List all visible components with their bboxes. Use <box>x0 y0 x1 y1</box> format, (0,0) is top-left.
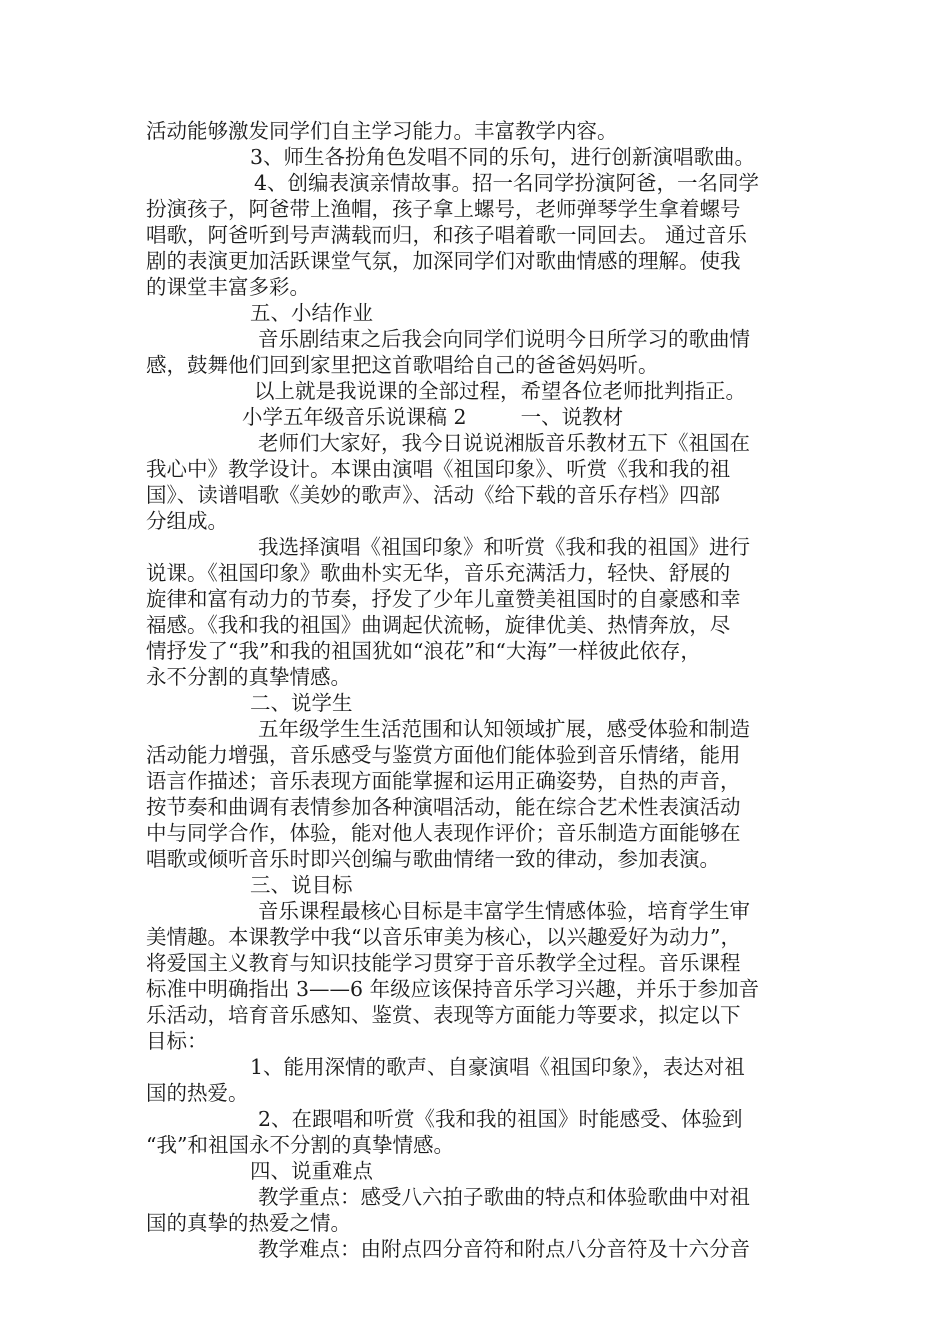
text-line: 教学重点：感受八六拍子歌曲的特点和体验歌曲中对祖 <box>258 1185 750 1209</box>
section-heading: 三、说目标 <box>250 873 353 897</box>
section-heading: 二、说学生 <box>250 691 353 715</box>
text-line: 永不分割的真挚情感。 <box>146 665 351 689</box>
text-line: 的课堂丰富多彩。 <box>146 275 310 299</box>
text-line: 福感。《我和我的祖国》曲调起伏流畅，旋律优美、热情奔放，尽 <box>146 613 731 637</box>
text-line: 国的热爱。 <box>146 1081 249 1105</box>
document-title: 小学五年级音乐说课稿 2 一、说教材 <box>242 405 624 429</box>
text-line: 我心中》教学设计。本课由演唱《祖国印象》、听赏《我和我的祖 <box>146 457 731 481</box>
text-line: 目标： <box>146 1029 208 1053</box>
text-line: 1、能用深情的歌声、自豪演唱《祖国印象》，表达对祖 <box>250 1055 745 1079</box>
text-line: 2、在跟唱和听赏《我和我的祖国》时能感受、体验到 <box>258 1107 743 1131</box>
text-line: 我选择演唱《祖国印象》和听赏《我和我的祖国》进行 <box>258 535 750 559</box>
text-line: 说课。《祖国印象》歌曲朴实无华，音乐充满活力，轻快、舒展的 <box>146 561 731 585</box>
text-line: 扮演孩子，阿爸带上渔帽，孩子拿上螺号，老师弹琴学生拿着螺号 <box>146 197 741 221</box>
text-line: 唱歌或倾听音乐时即兴创编与歌曲情绪一致的律动，参加表演。 <box>146 847 720 871</box>
text-line: 国的真挚的热爱之情。 <box>146 1211 351 1235</box>
text-line: 感，鼓舞他们回到家里把这首歌唱给自己的爸爸妈妈听。 <box>146 353 659 377</box>
text-line: 标准中明确指出 3——6 年级应该保持音乐学习兴趣，并乐于参加音 <box>146 977 760 1001</box>
section-heading: 五、小结作业 <box>250 301 373 325</box>
text-line: 活动能力增强，音乐感受与鉴赏方面他们能体验到音乐情绪，能用 <box>146 743 741 767</box>
text-line: 国》、读谱唱歌《美妙的歌声》、活动《给下载的音乐存档》四部 <box>146 483 720 507</box>
text-line: 音乐课程最核心目标是丰富学生情感体验，培育学生审 <box>258 899 750 923</box>
text-line: 4、创编表演亲情故事。招一名同学扮演阿爸，一名同学 <box>254 171 760 195</box>
document-body <box>146 118 808 1262</box>
text-line: 老师们大家好，我今日说说湘版音乐教材五下《祖国在 <box>258 431 750 455</box>
text-line: 乐活动，培育音乐感知、鉴赏、表现等方面能力等要求，拟定以下 <box>146 1003 741 1027</box>
section-heading: 四、说重难点 <box>250 1159 373 1183</box>
text-line: 教学难点：由附点四分音符和附点八分音符及十六分音 <box>258 1237 750 1261</box>
text-line: “我”和祖国永不分割的真挚情感。 <box>146 1133 454 1157</box>
text-line: 情抒发了“我”和我的祖国犹如“浪花”和“大海”一样彼此依存， <box>146 639 701 663</box>
text-line: 旋律和富有动力的节奏，抒发了少年儿童赞美祖国时的自豪感和幸 <box>146 587 741 611</box>
text-line: 按节奏和曲调有表情参加各种演唱活动，能在综合艺术性表演活动 <box>146 795 741 819</box>
text-line: 3、师生各扮角色发唱不同的乐句，进行创新演唱歌曲。 <box>250 145 756 169</box>
text-line: 分组成。 <box>146 509 228 533</box>
text-line: 活动能够激发同学们自主学习能力。丰富教学内容。 <box>146 119 618 143</box>
text-line: 唱歌，阿爸听到号声满载而归，和孩子唱着歌一同回去。 通过音乐 <box>146 223 748 247</box>
text-line: 五年级学生生活范围和认知领域扩展，感受体验和制造 <box>258 717 750 741</box>
text-line: 将爱国主义教育与知识技能学习贯穿于音乐教学全过程。音乐课程 <box>146 951 741 975</box>
text-line: 剧的表演更加活跃课堂气氛，加深同学们对歌曲情感的理解。使我 <box>146 249 741 273</box>
text-line: 美情趣。本课教学中我“以音乐审美为核心，以兴趣爱好为动力”， <box>146 925 741 949</box>
text-line: 语言作描述；音乐表现方面能掌握和运用正确姿势，自热的声音， <box>146 769 741 793</box>
text-line: 音乐剧结束之后我会向同学们说明今日所学习的歌曲情 <box>258 327 750 351</box>
text-line: 以上就是我说课的全部过程，希望各位老师批判指正。 <box>254 379 746 403</box>
text-line: 中与同学合作，体验，能对他人表现作评价；音乐制造方面能够在 <box>146 821 741 845</box>
